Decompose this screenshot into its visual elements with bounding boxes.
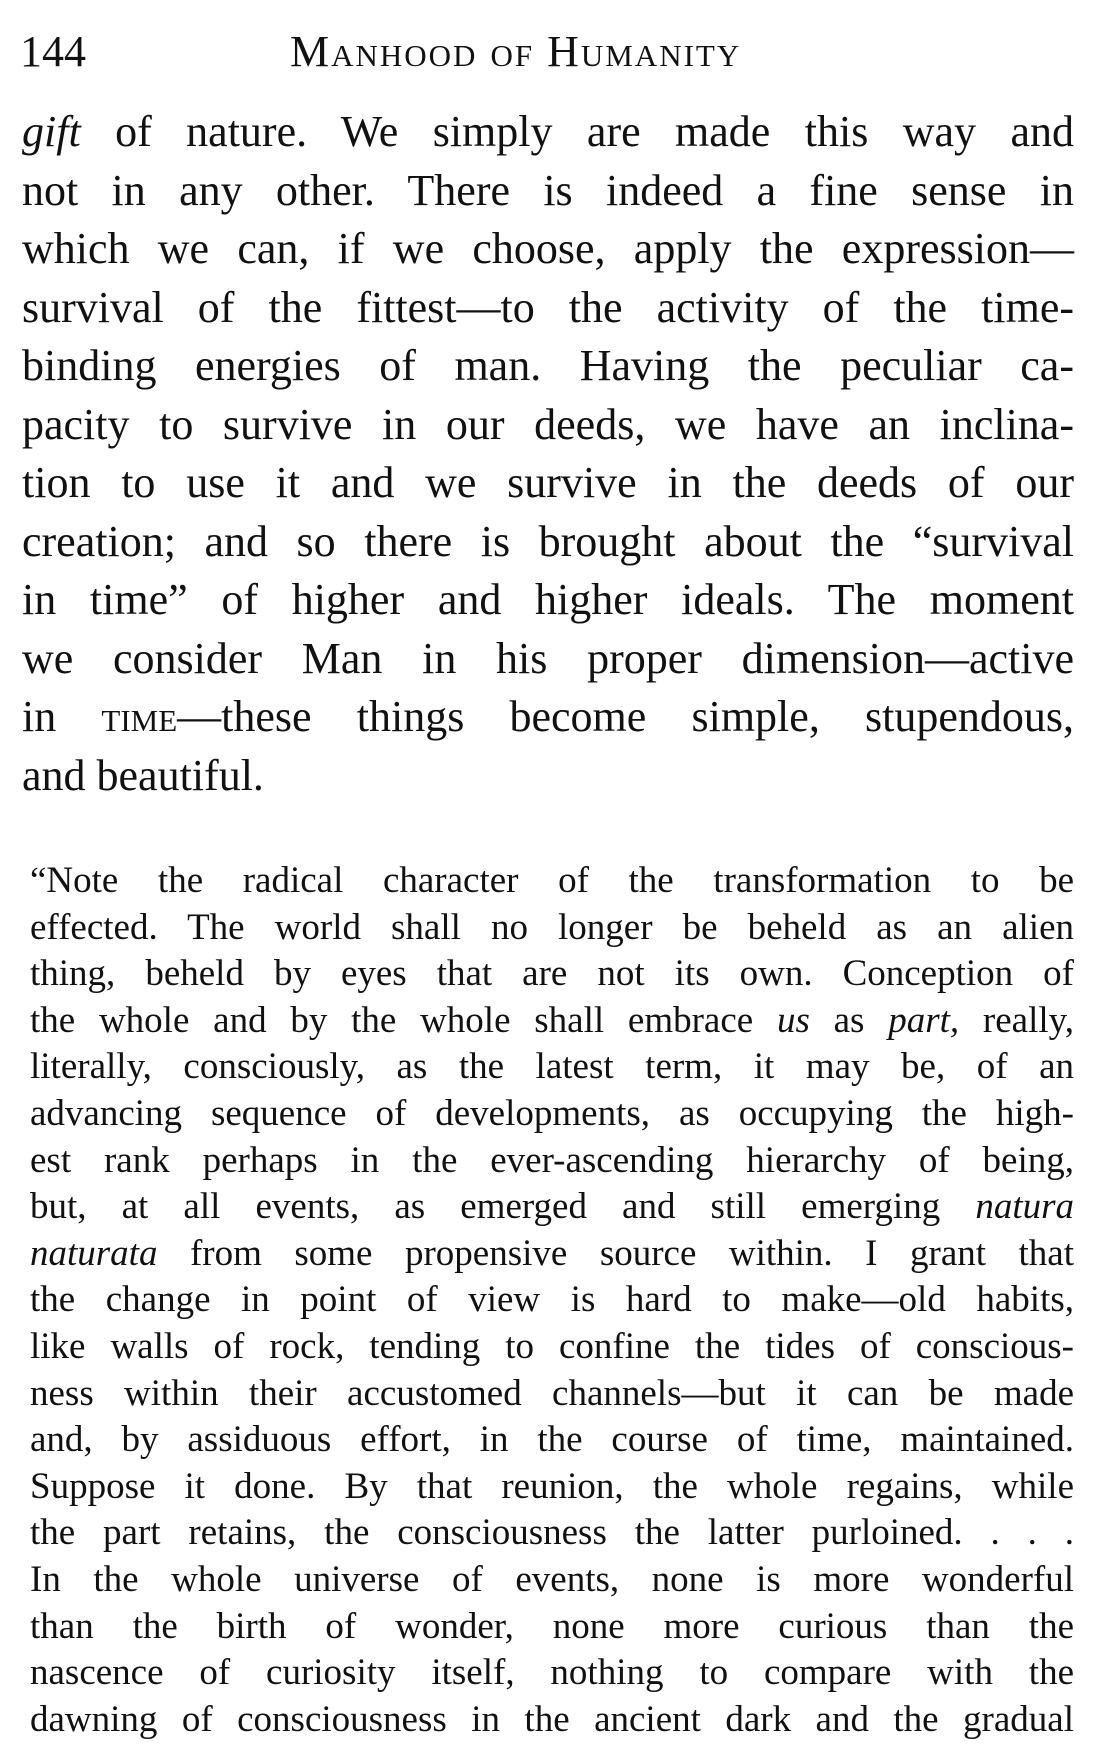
text-line: survival of the fittest—to the activity of the time- bbox=[22, 282, 1074, 332]
text-line: creation; and so there is brought about the “survival bbox=[22, 516, 1074, 566]
text-line: and beautiful. bbox=[22, 750, 264, 800]
text-line: and, by assiduous effort, in the course of time, maintained. bbox=[30, 1419, 1074, 1461]
text-line: nascence of curiosity itself, nothing to compare with the bbox=[30, 1652, 1074, 1694]
text-line: binding energies of man. Having the peculiar ca- bbox=[22, 341, 1074, 390]
text-line: than the birth of wonder, none more curious than the bbox=[30, 1605, 1074, 1647]
text-line: the part retains, the consciousness the latter purloined. . . . bbox=[30, 1512, 1074, 1554]
text-line: pacity to survive in our deeds, we have an inclina- bbox=[22, 399, 1074, 449]
italic-word: us bbox=[776, 999, 810, 1041]
text-line: dawning of consciousness in the ancient dark and the gradual bbox=[30, 1698, 1074, 1740]
page-number: 144 bbox=[20, 27, 86, 76]
text-line: naturata from some propensive source within. I grant that bbox=[30, 1232, 1074, 1274]
italic-word: natura bbox=[975, 1186, 1074, 1228]
text-line: thing, beheld by eyes that are not its own. Conception of bbox=[30, 953, 1074, 995]
italic-word: part, bbox=[888, 999, 960, 1041]
running-title: Manhood of Humanity bbox=[290, 27, 742, 76]
text-line: advancing sequence of developments, as occupying the high- bbox=[30, 1092, 1074, 1134]
text-line: ness within their accustomed channels—but it can be made bbox=[30, 1372, 1074, 1414]
running-head bbox=[20, 18, 1070, 78]
text-line: in time—these things become simple, stupendous, bbox=[22, 692, 1074, 741]
text-line: like walls of rock, tending to confine the tides of conscious- bbox=[30, 1325, 1074, 1367]
text-line: which we can, if we choose, apply the expression— bbox=[22, 224, 1074, 273]
text-line: we consider Man in his proper dimension—active bbox=[22, 633, 1074, 683]
text-line: In the whole universe of events, none is more wonderful bbox=[30, 1558, 1074, 1600]
text-line: gift of nature. We simply are made this way and bbox=[22, 107, 1074, 156]
small-caps-word: time bbox=[101, 692, 178, 741]
text-line: “Note the radical character of the transformation to be bbox=[30, 860, 1074, 901]
text-line: but, at all events, as emerged and still emerging natura bbox=[30, 1186, 1074, 1228]
quote-paragraph bbox=[30, 858, 1074, 1743]
text-line: effected. The world shall no longer be beheld as an alien bbox=[30, 906, 1074, 948]
text-line: literally, consciously, as the latest term, it may be, of an bbox=[30, 1046, 1074, 1088]
text-line: not in any other. There is indeed a fine sense in bbox=[22, 165, 1074, 215]
italic-word: naturata bbox=[30, 1232, 158, 1274]
main-paragraph bbox=[22, 103, 1074, 805]
text-line: tion to use it and we survive in the deeds of our bbox=[22, 458, 1074, 507]
text-line: in time” of higher and higher ideals. The moment bbox=[22, 575, 1074, 624]
text-line: est rank perhaps in the ever-ascending hierarchy of being, bbox=[30, 1139, 1074, 1181]
text-line: Suppose it done. By that reunion, the whole regains, while bbox=[30, 1465, 1074, 1507]
italic-word: gift bbox=[22, 107, 81, 156]
text-line: the change in point of view is hard to make—old habits, bbox=[30, 1279, 1074, 1321]
text-line: the whole and by the whole shall embrace us as part, really, bbox=[30, 999, 1075, 1041]
